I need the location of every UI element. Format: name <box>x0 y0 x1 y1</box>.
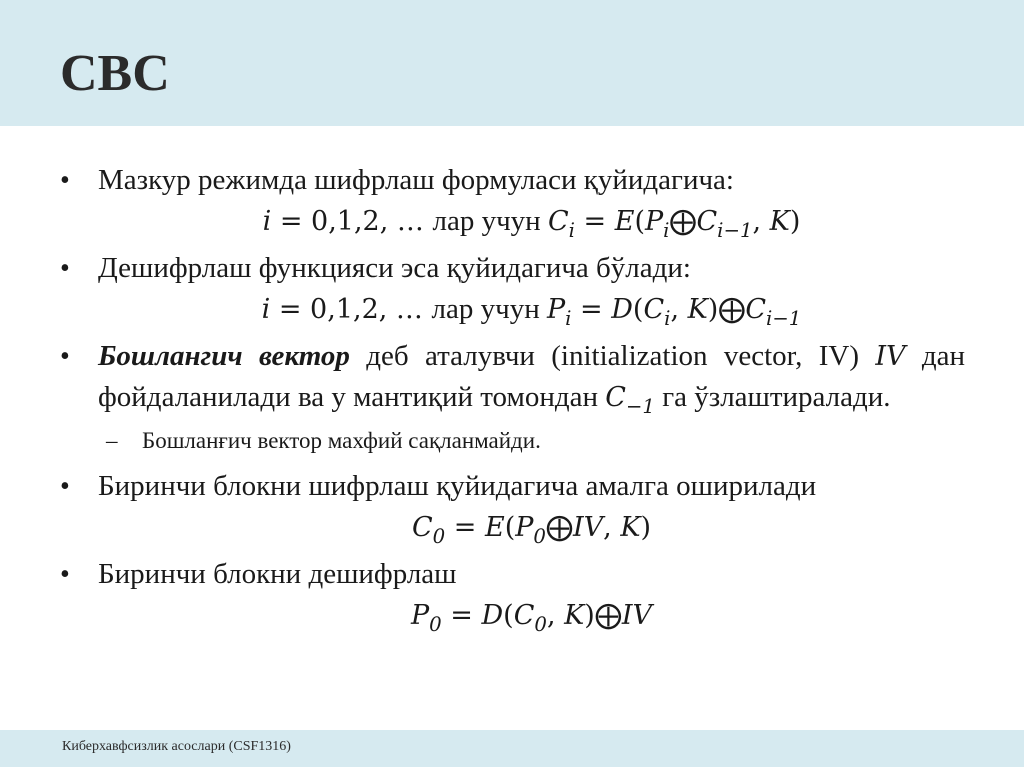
formula-var: IV <box>572 512 604 543</box>
bullet-icon: • <box>60 165 70 196</box>
formula-range: = 0,1,2, … <box>271 206 433 237</box>
formula-comma: , <box>670 294 688 325</box>
bullet-text: Дешифрлаш функцияси эса қуйидагича бўлади: <box>98 252 691 284</box>
formula-subscript: 0 <box>533 524 546 548</box>
formula-var: C <box>745 294 766 325</box>
bullet-icon: • <box>60 559 70 590</box>
formula-function: D <box>611 294 633 325</box>
bullet-text: га ўзлаштиралади. <box>654 381 891 413</box>
slide-title: CBC <box>60 45 170 102</box>
formula-encryption <box>98 201 965 242</box>
bullet-first-block-decryption <box>60 554 965 595</box>
formula-paren: ( <box>504 512 516 543</box>
formula-range: = 0,1,2, … <box>270 294 432 325</box>
formula-var: i <box>262 206 272 237</box>
formula-var: C <box>513 600 535 631</box>
formula-var: C <box>696 206 718 237</box>
slide-content <box>60 160 965 636</box>
formula-var: IV <box>621 600 652 631</box>
formula-function: E <box>614 206 635 237</box>
formula-var: C <box>643 294 665 325</box>
xor-icon: ⨁ <box>669 206 697 237</box>
subitem-iv-not-secret <box>60 424 965 458</box>
formula-comma: , <box>546 600 565 631</box>
formula-subscript: 0 <box>534 612 547 636</box>
formula-paren: ( <box>634 206 645 237</box>
formula-subscript: 0 <box>429 612 442 636</box>
formula-var: C <box>411 512 433 543</box>
formula-subscript: i <box>664 306 671 330</box>
formula-subscript: 0 <box>432 524 446 548</box>
bullet-icon: • <box>60 253 70 284</box>
formula-var: P <box>515 512 534 543</box>
formula-operator: = <box>445 512 485 543</box>
formula-operator: = <box>571 294 612 325</box>
bold-term: Бошлангич вектор <box>98 340 350 372</box>
formula-paren: ) <box>707 294 719 325</box>
formula-subscript: −1 <box>625 394 655 418</box>
formula-paren: ) <box>584 600 595 631</box>
formula-function: E <box>484 512 505 543</box>
footer-text: Киберхавфсизлик асослари (CSF1316) <box>62 739 291 754</box>
formula-var: K <box>620 512 641 543</box>
bullet-text: Мазкур режимда шифрлаш формуласи қуйидагича: <box>98 164 734 196</box>
formula-var: P <box>546 294 566 325</box>
formula-var: P <box>411 600 430 631</box>
bullet-icon: • <box>60 471 70 502</box>
formula-subscript: i−1 <box>717 218 753 242</box>
xor-icon: ⨁ <box>545 512 573 543</box>
bullet-first-block-encryption <box>60 466 965 507</box>
subitem-text: Бошланғич вектор махфий сақланмайди. <box>142 428 541 453</box>
bullet-icon: • <box>60 341 70 372</box>
formula-paren: ( <box>503 600 514 631</box>
formula-subscript: i <box>568 218 575 242</box>
formula-var: K <box>769 206 790 237</box>
formula-first-block-encryption <box>98 507 965 548</box>
formula-var: P <box>644 206 664 237</box>
formula-paren: ) <box>789 206 801 237</box>
formula-var: K <box>564 600 585 631</box>
formula-comma: , <box>603 512 621 543</box>
bullet-text: Биринчи блокни шифрлаш қуйидагича амалга оширилади <box>98 470 817 502</box>
formula-paren: ) <box>640 512 652 543</box>
formula-subscript: i <box>663 218 670 242</box>
formula-word: лар учун <box>432 205 548 237</box>
formula-first-block-decryption <box>98 595 965 636</box>
bullet-decryption-formula <box>60 248 965 289</box>
formula-var: IV <box>875 341 906 372</box>
formula-var: C <box>605 382 626 413</box>
formula-word: лар учун <box>431 293 547 325</box>
bullet-encryption-formula <box>60 160 965 201</box>
bullet-text: дан фойдаланилади ва у мантиқий томондан <box>98 340 966 413</box>
formula-var: C <box>547 206 569 237</box>
bullet-text: деб аталувчи (initialization vector, IV) <box>349 340 876 372</box>
formula-paren: ( <box>632 294 644 325</box>
formula-var: K <box>687 294 708 325</box>
dash-icon: – <box>106 428 118 453</box>
formula-operator: = <box>574 206 615 237</box>
bullet-initialization-vector <box>60 336 965 418</box>
formula-function: D <box>481 600 504 631</box>
formula-subscript: i−1 <box>766 306 802 330</box>
xor-icon: ⨁ <box>594 600 622 631</box>
bullet-text: Биринчи блокни дешифрлаш <box>98 558 457 590</box>
formula-operator: = <box>441 600 482 631</box>
formula-decryption <box>98 289 965 330</box>
formula-subscript: i <box>565 306 572 330</box>
formula-comma: , <box>752 206 770 237</box>
xor-icon: ⨁ <box>718 294 746 325</box>
formula-var: i <box>261 294 271 325</box>
